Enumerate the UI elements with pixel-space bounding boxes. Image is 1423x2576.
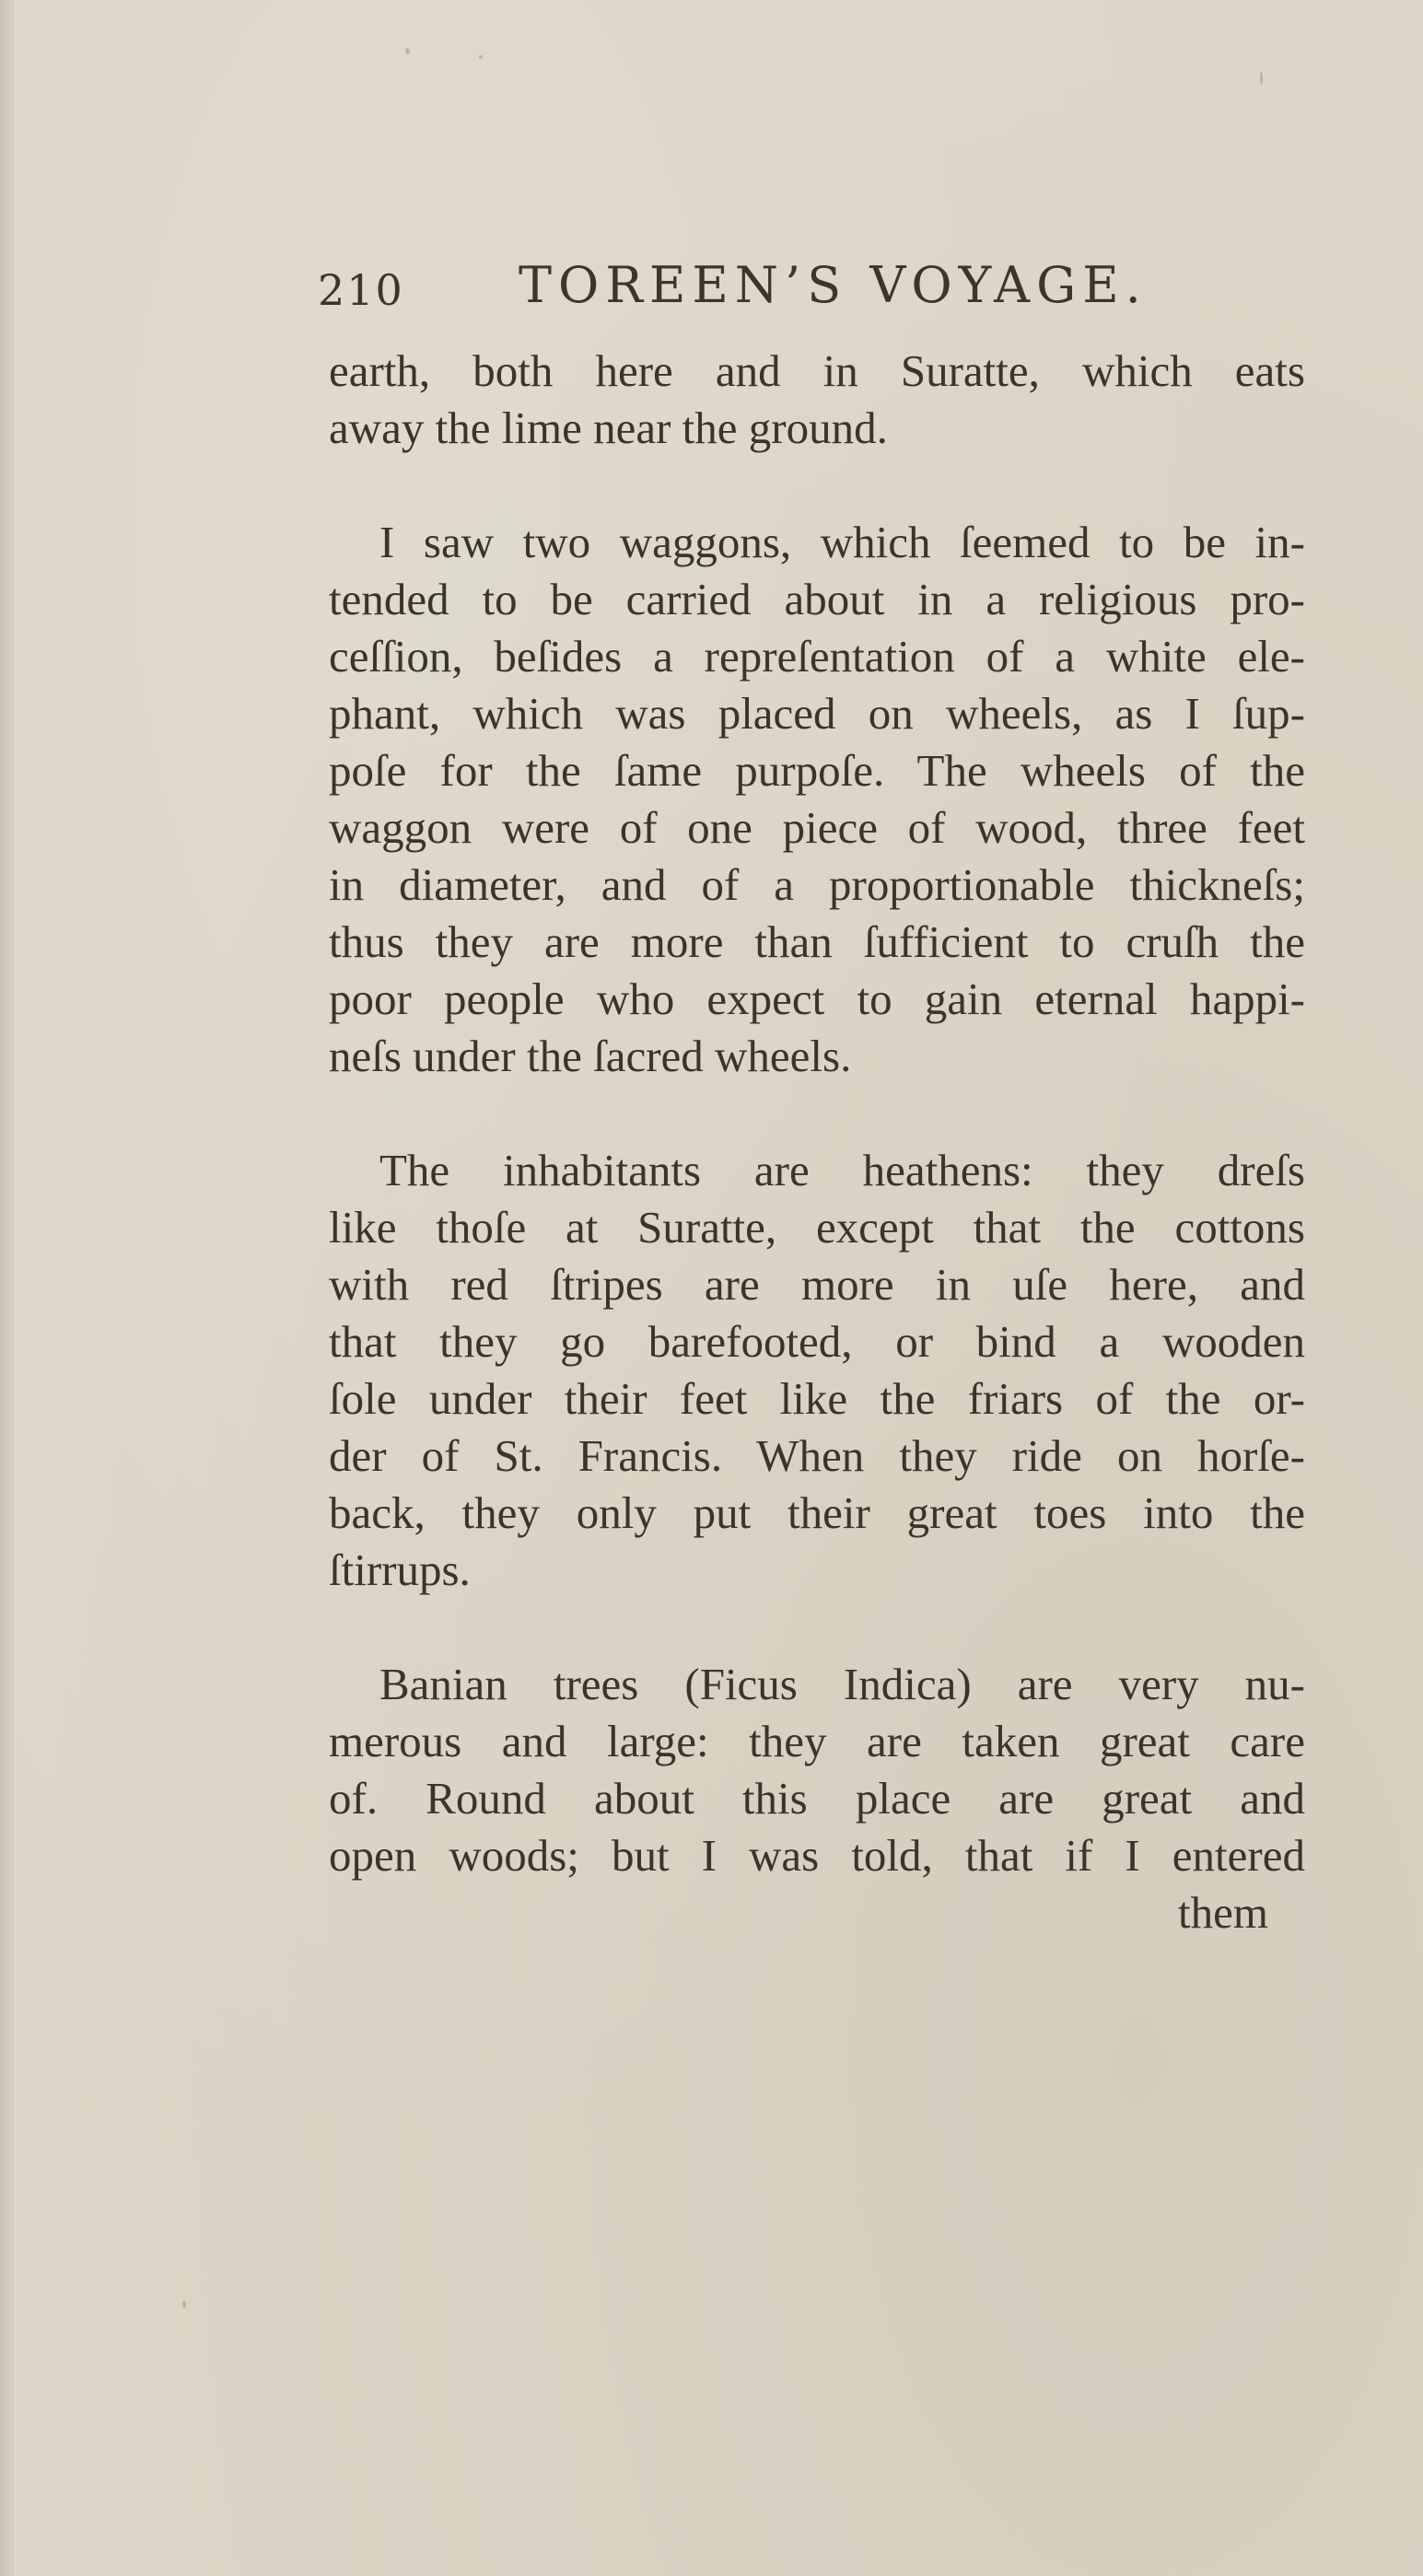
text-line: open woods; but I was told, that if I entered (329, 1830, 1305, 1881)
text-line: I saw two waggons, which ſeemed to be in- (379, 517, 1305, 567)
text-line: poſe for the ſame purpoſe. The wheels of the (329, 745, 1305, 796)
page-header (318, 256, 1239, 330)
text-line: thus they are more than ſufficient to cruſh the (329, 916, 1305, 967)
text-line: away the lime near the ground. (329, 402, 888, 453)
text-line: ceſſion, beſides a repreſentation of a white ele- (329, 631, 1305, 682)
text-line: Banian trees (Ficus Indica) are very nu- (379, 1659, 1305, 1709)
page-number: 210 (318, 265, 404, 315)
text-line: that they go barefooted, or bind a wooden (329, 1316, 1305, 1367)
paper-speck (479, 55, 483, 59)
text-line: like thoſe at Suratte, except that the cottons (329, 1202, 1305, 1253)
catchword: them (1178, 1887, 1268, 1938)
paragraph-gap (329, 1085, 1305, 1142)
running-title: TOREEN’S VOYAGE. (519, 256, 1148, 314)
text-line: earth, both here and in Suratte, which eats (329, 345, 1305, 396)
text-line: der of St. Francis. When they ride on horſe- (329, 1430, 1305, 1481)
text-line: waggon were of one piece of wood, three feet (329, 802, 1305, 853)
text-line: neſs under the ſacred wheels. (329, 1031, 852, 1081)
paper-speck (182, 2301, 186, 2308)
text-line: tended to be carried about in a religious pro- (329, 574, 1305, 624)
text-line: with red ſtripes are more in uſe here, and (329, 1259, 1305, 1310)
body-text (329, 343, 1305, 1941)
text-line: ſtirrups. (329, 1544, 471, 1595)
text-line: back, they only put their great toes into the (329, 1487, 1305, 1538)
page-gutter (0, 0, 14, 2576)
text-line: The inhabitants are heathens: they dreſs (379, 1145, 1305, 1195)
paragraph-gap (329, 1599, 1305, 1656)
text-line: in diameter, and of a proportionable thickneſs; (329, 859, 1305, 910)
paper-speck (405, 48, 410, 54)
text-line: poor people who expect to gain eternal happi- (329, 973, 1305, 1024)
paper-speck (1260, 72, 1263, 85)
text-line: phant, which was placed on wheels, as I ſup- (329, 688, 1305, 739)
text-line: of. Round about this place are great and (329, 1773, 1305, 1824)
text-line: merous and large: they are taken great care (329, 1716, 1305, 1766)
text-line: ſole under their feet like the friars of the or- (329, 1373, 1305, 1424)
paragraph-gap (329, 457, 1305, 514)
